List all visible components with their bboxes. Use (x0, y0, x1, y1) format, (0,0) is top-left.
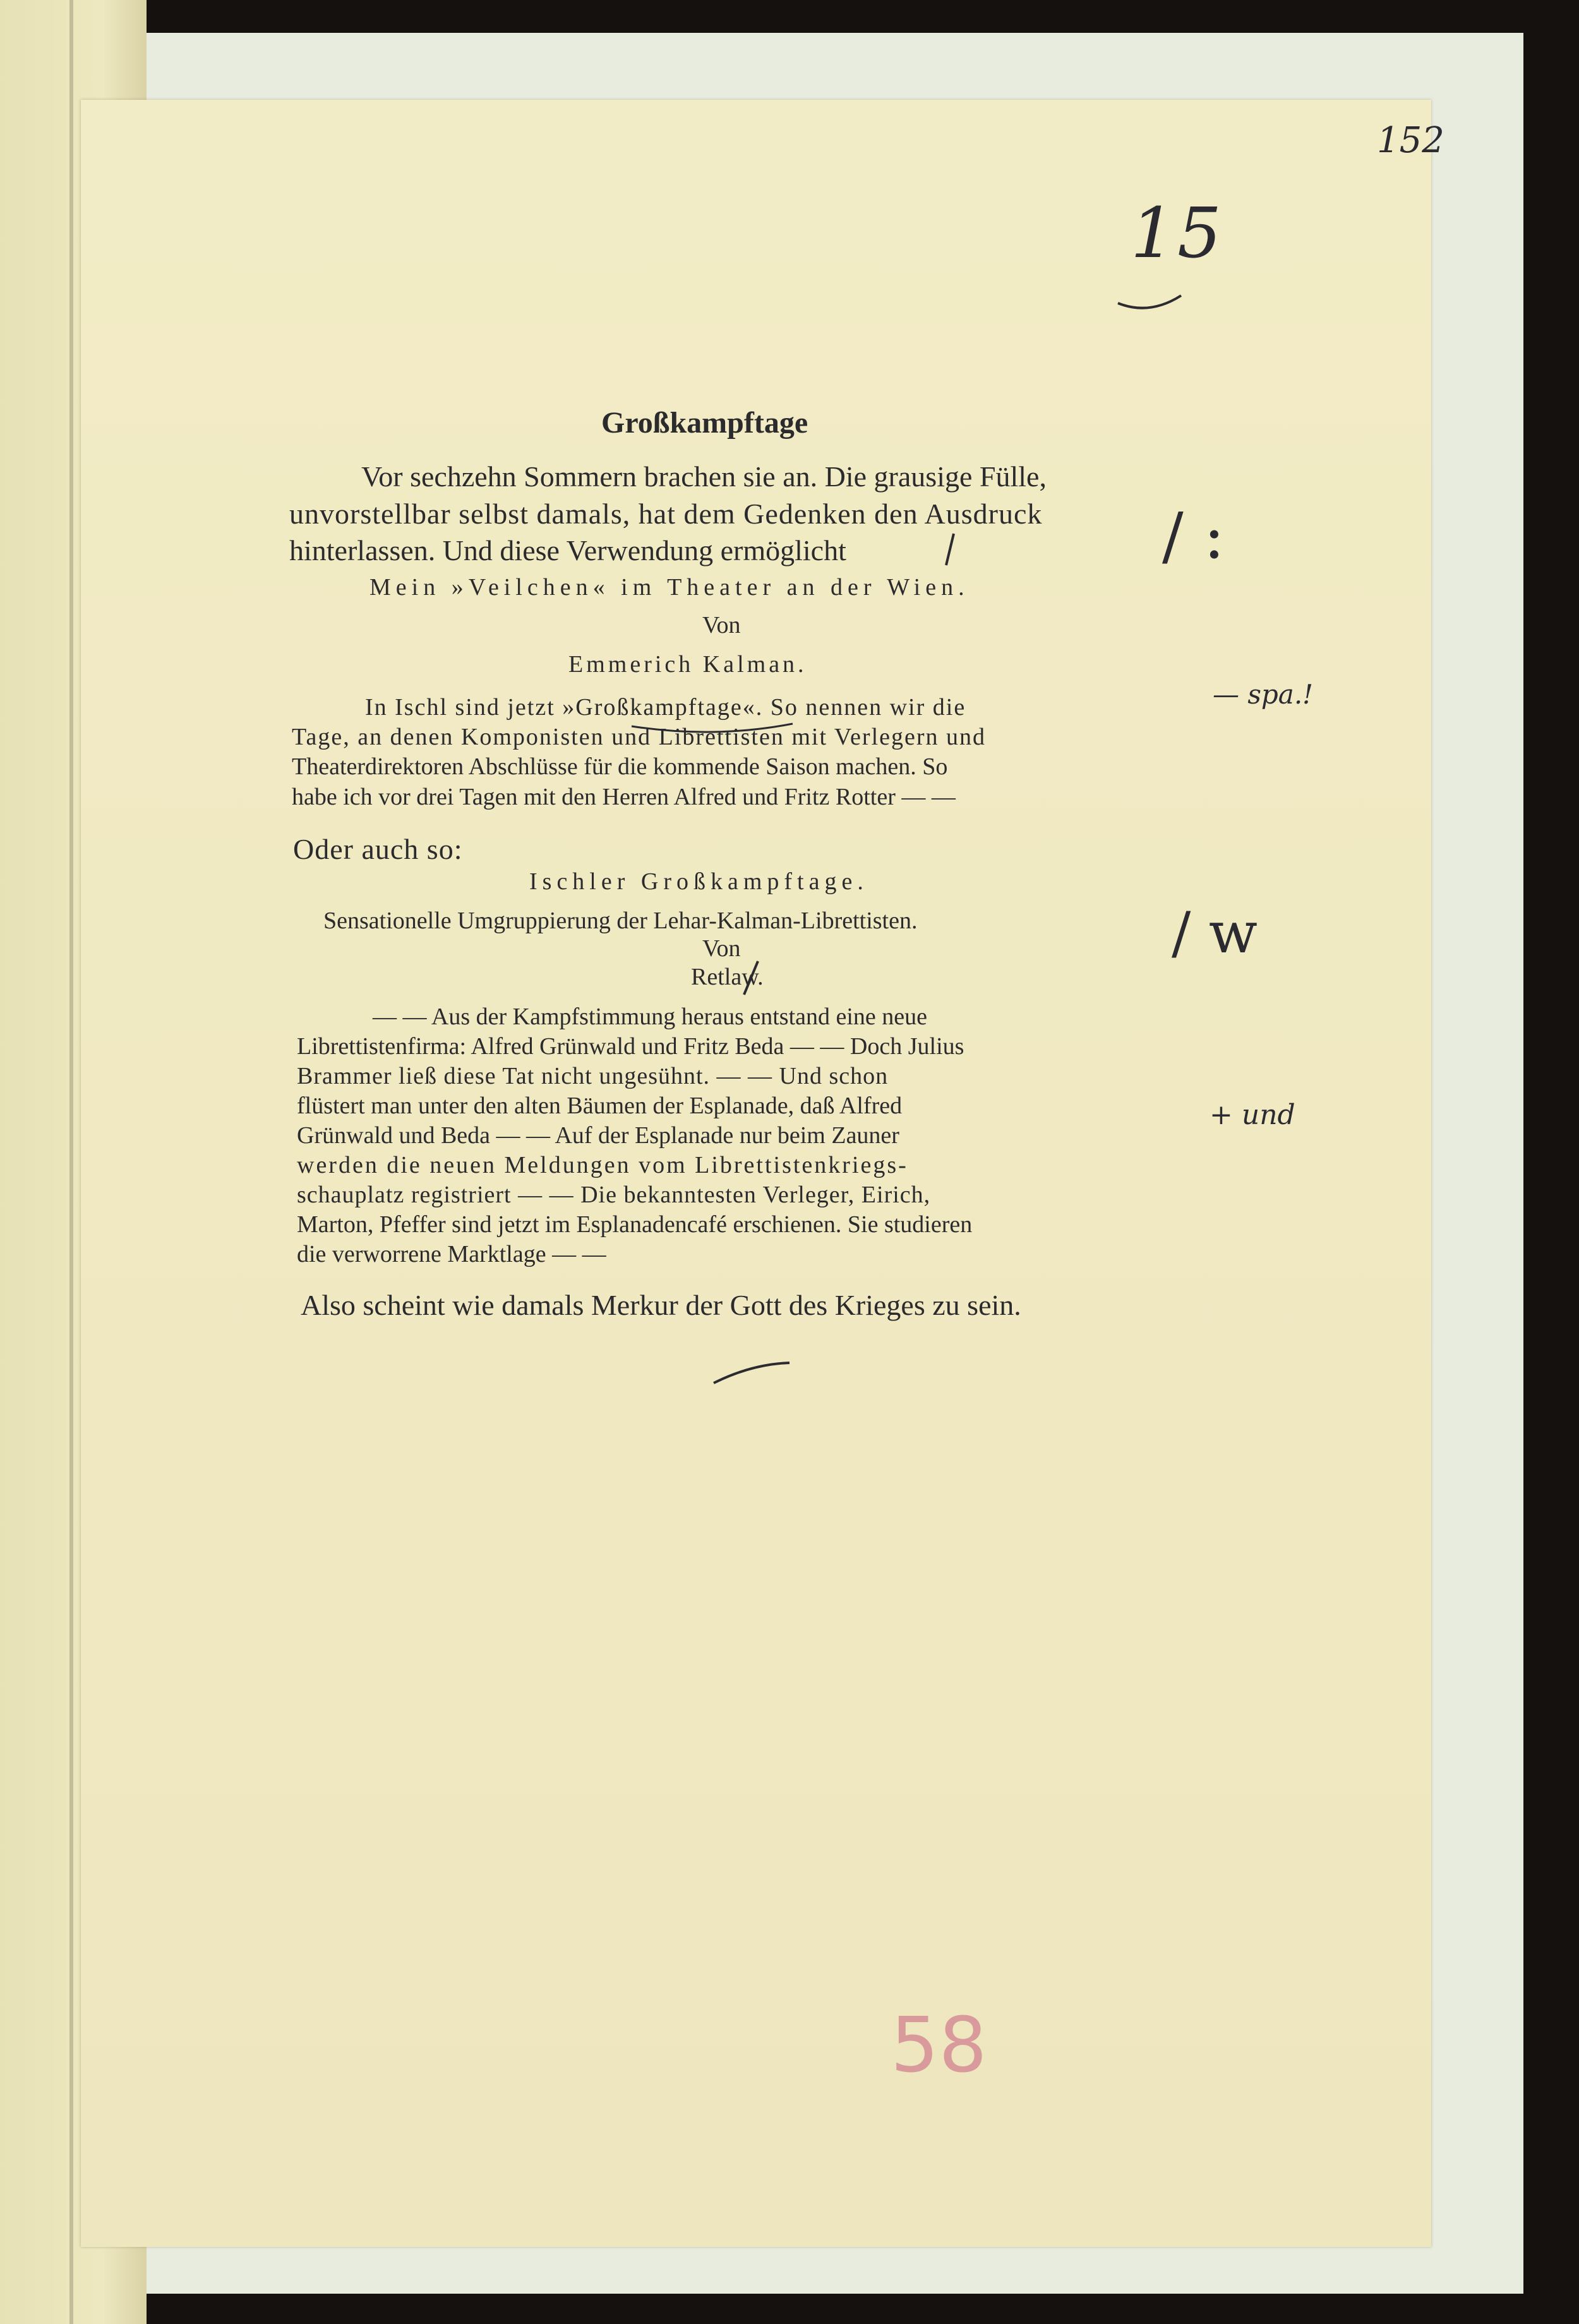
article1-body-line-2: Tage, an denen Komponisten und Librettisten mit Verlegern und (292, 724, 987, 750)
margin-note-1: / : (1162, 499, 1225, 573)
folio-number: 152 (1377, 120, 1444, 161)
article-title: Großkampftage (601, 406, 808, 440)
article2-byline-von: Von (702, 935, 741, 962)
conclusion-line: Also scheint wie damals Merkur der Gott des Krieges zu sein. (301, 1289, 1021, 1321)
article1-author: Emmerich Kalman. (568, 651, 807, 678)
article2-body-line-8: Marton, Pfeffer sind jetzt im Esplanadencafé erschienen. Sie studieren (297, 1211, 973, 1238)
article2-body-line-3: Brammer ließ diese Tat nicht ungesühnt. — — Und schon (297, 1063, 889, 1089)
red-pencil-number: 58 (891, 2002, 987, 2090)
margin-note-2: — spa.! (1213, 679, 1314, 710)
article2-headline-2: Sensationelle Umgruppierung der Lehar-Kalman-Librettisten. (323, 907, 918, 934)
margin-note-3: / w (1172, 900, 1258, 966)
intro-line-3: hinterlassen. Und diese Verwendung ermöglicht (289, 534, 846, 566)
article1-byline-von: Von (702, 612, 741, 638)
article2-author: Retlaw. (691, 964, 764, 990)
article2-body-line-1: — — Aus der Kampfstimmung heraus entstand eine neue (373, 1003, 928, 1030)
article1-body-line-3: Theaterdirektoren Abschlüsse für die kommende Saison machen. So (292, 753, 948, 780)
intro-line-1: Vor sechzehn Sommern brachen sie an. Die grausige Fülle, (361, 460, 1047, 493)
article1-body-line-1: In Ischl sind jetzt »Großkampftage«. So nennen wir die (365, 694, 966, 721)
article2-body-line-9: die verworrene Marktlage — — (297, 1241, 606, 1267)
article2-body-line-2: Librettistenfirma: Alfred Grünwald und Fritz Beda — — Doch Julius (297, 1033, 964, 1060)
article2-headline-1: Ischler Großkampftage. (529, 868, 868, 895)
article1-headline: Mein »Veilchen« im Theater an der Wien. (369, 574, 970, 601)
intro-line-2: unvorstellbar selbst damals, hat dem Gedenken den Ausdruck (289, 498, 1043, 530)
transition-line: Oder auch so: (293, 833, 463, 865)
article1-body-line-4: habe ich vor drei Tagen mit den Herren Alfred und Fritz Rotter — — (292, 784, 956, 810)
article2-body-line-5: Grünwald und Beda — — Auf der Esplanade nur beim Zauner (297, 1122, 899, 1149)
margin-note-4: + und (1210, 1099, 1295, 1131)
article2-body-line-7: schauplatz registriert — — Die bekanntesten Verleger, Eirich, (297, 1182, 931, 1208)
article2-body-line-4: flüstert man unter den alten Bäumen der Esplanade, daß Alfred (297, 1093, 903, 1119)
article2-body-line-6: werden die neuen Meldungen vom Librettistenkriegs- (297, 1152, 908, 1178)
old-folio-number: 15 (1131, 193, 1224, 273)
